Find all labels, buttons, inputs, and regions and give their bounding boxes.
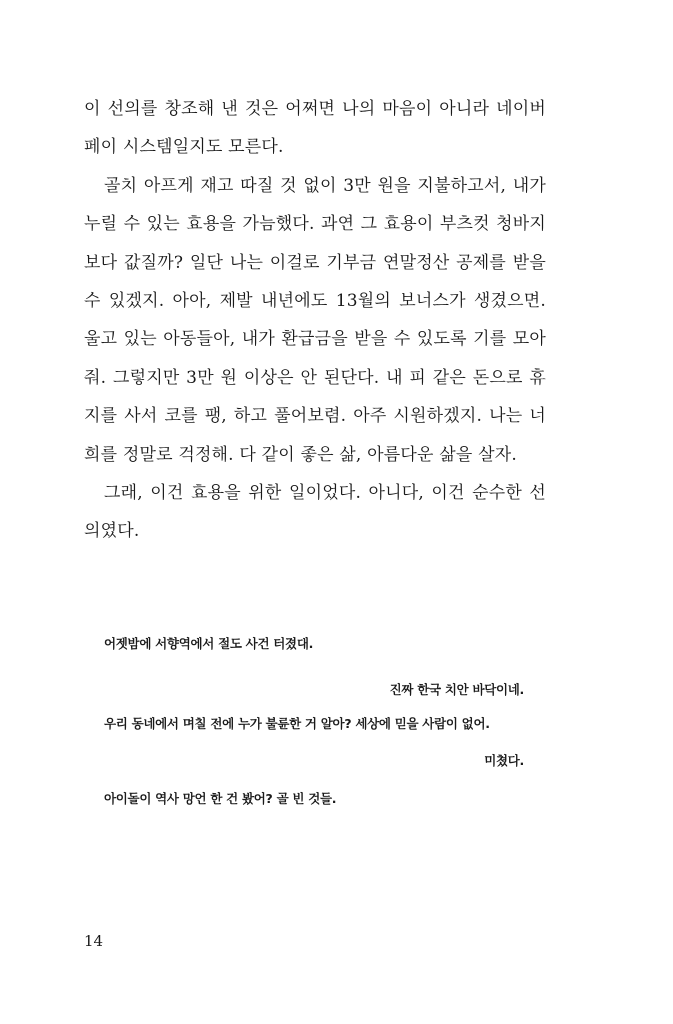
paragraph: 이 선의를 창조해 낸 것은 어쩌면 나의 마음이 아니라 네이버 페이 시스템일지도 모른다.	[84, 99, 546, 158]
chat-message-right: 미쳤다.	[484, 753, 524, 768]
paragraph: 그래, 이건 효용을 위한 일이었다. 아니다, 이건 순수한 선의였다.	[84, 483, 546, 542]
page-number: 14	[84, 932, 104, 950]
body-text	[84, 90, 546, 551]
chat-message-left: 아이돌이 역사 망언 한 건 봤어? 골 빈 것들.	[104, 791, 337, 806]
chat-message-left: 우리 동네에서 며칠 전에 누가 불륜한 거 알아? 세상에 믿을 사람이 없어.	[104, 716, 490, 731]
chat-message-right: 진짜 한국 치안 바닥이네.	[389, 682, 524, 697]
paragraph: 골치 아프게 재고 따질 것 없이 3만 원을 지불하고서, 내가 누릴 수 있는 효용을 가늠했다. 과연 그 효용이 부츠컷 청바지보다 값질까? 일단 나는 이걸로 기부금 연말정산 공제를 받을 수 있겠지. 아아, 제발 내년에도 13월의 보너스가 생겼으면. 울고 있는 아동들아, 내가 환급금을 받을 수 있도록 기를 모아줘. 그렇지만 3만 원 이상은 안 된단다. 내 피 같은 돈으로 휴지를 사서 코를 팽, 하고 풀어보렴. 아주 시원하겠지. 나는 너희를 정말로 걱정해. 다 같이 좋은 삶, 아름다운 삶을 살자.	[84, 175, 546, 465]
chat-message-left: 어젯밤에 서향역에서 절도 사건 터졌대.	[104, 636, 314, 651]
